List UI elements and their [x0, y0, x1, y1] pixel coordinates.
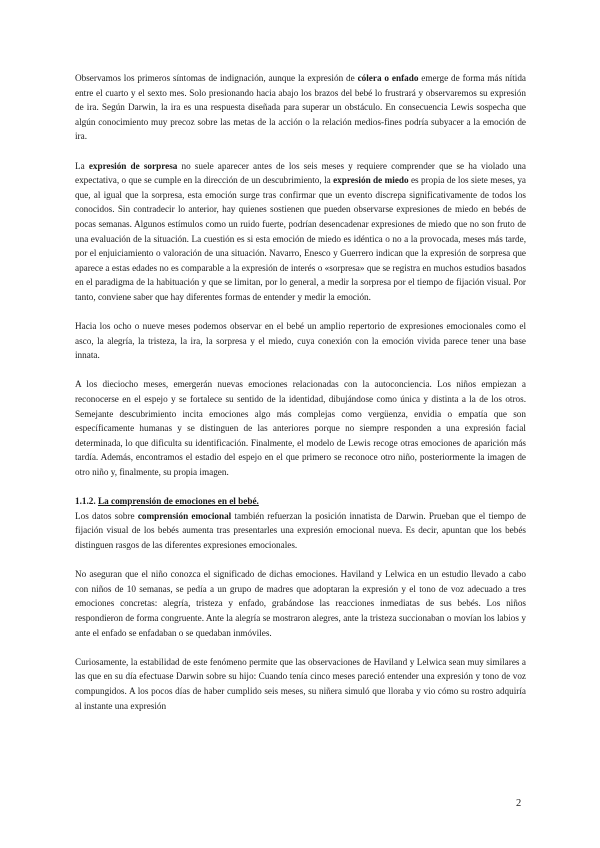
text-run: es propia de los siete meses, ya que, al igual que la sorpresa, esta emoción surge tras confirmar que un evento discrepa significativamente de todos los conocidos. Sin contradecir lo anterior, hay quienes sostienen que pueden observarse expresiones de miedo en bebés de pocas semanas. Algunos estímulos como un ruido fuerte, podrían desencadenar expresiones de miedo que no son fruto de una evaluación de la situación. La cuestión es si esta emoción de miedo es idéntica o no a la provocada, meses más tarde, por el enjuiciamiento o valoración de una situación. Navarro, Enesco y Guerrero indican que la expresión de sorpresa que aparece a estas edades no es comparable a la expresión de interés o «sorpresa» que se registra en muchos estudios basados en el paradigma de la habituación y que se limitan, por lo general, a medir la sorpresa por el tiempo de fijación visual. Por tanto, conviene saber que hay diferentes formas de entender y medir la emoción.	[75, 175, 526, 302]
text-run: No aseguran que el niño conozca el significado de dichas emociones. Haviland y Lelwica en un estudio llevado a cabo con niños de 10 semanas, se pedía a un grupo de madres que adoptaran la expresión y el tono de voz adecuado a tres emociones concretas: alegría, tristeza y enfado, grabándose las reacciones inmediatas de sus bebés. Los niños respondieron de forma congruente. Ante la alegría se mostraron alegres, ante la tristeza succionaban o movían los labios y ante el enfado se enfadaban o se quedaban inmóviles.	[75, 569, 526, 638]
text-run: Hacia los ocho o nueve meses podemos observar en el bebé un amplio repertorio de expresiones emocionales como el asco, la alegría, la tristeza, la ira, la sorpresa y el miedo, cuya conexión con la emoción vivida parece tener una base innata.	[75, 321, 526, 361]
page-body	[75, 71, 526, 713]
paragraph-p7	[75, 655, 526, 713]
paragraph-p5	[75, 509, 526, 553]
paragraph-gap	[75, 640, 526, 655]
text-run: Observamos los primeros síntomas de indignación, aunque la expresión de	[75, 73, 358, 83]
text-run: A los dieciocho meses, emergerán nuevas emociones relacionadas con la autoconciencia. Los niños empiezan a reconocerse en el espejo y se fortalece su sentido de la identidad, dibujándose como única y distinta a la de los otros. Semejante descubrimiento incita emociones algo más complejas como vergüenza, envidia o empatía que son específicamente humanas y se distinguen de las anteriores porque no siempre responden a una expresión facial determinada, lo que dificulta su identificación. Finalmente, el modelo de Lewis recoge otras emociones de aparición más tardía. Además, encontramos el estadio del espejo en el que primero se reconoce otro niño, posteriormente la imagen de otro niño y, finalmente, su propia imagen.	[75, 379, 526, 478]
paragraph-p3	[75, 319, 526, 363]
paragraph-gap	[75, 144, 526, 159]
paragraph-gap	[75, 305, 526, 320]
text-run: emerge de forma más nítida entre el cuarto y el sexto mes. Solo presionando hacia abajo los brazos del bebé lo frustrará y observaremos su expresión de ira. Según Darwin, la ira es una respuesta diseñada para superar un obstáculo. En consecuencia Lewis sospecha que algún conocimiento muy precoz sobre las metas de la acción o la relación medios-fines podría subyacer a la emoción de ira.	[75, 73, 526, 142]
paragraph-gap	[75, 553, 526, 568]
section-number: 1.1.2.	[75, 496, 96, 507]
bold-term: expresión de miedo	[333, 175, 409, 186]
text-run: también refuerzan la posición innatista de Darwin. Prueban que el tiempo de fijación visual de los bebés aumenta tras presentarles una expresión emocional nueva. Es decir, apuntan que los bebés distinguen rasgos de las diferentes expresiones emocionales.	[75, 510, 527, 550]
text-run: Los datos sobre	[75, 510, 138, 521]
text-run: La	[75, 160, 89, 171]
paragraph-p6	[75, 567, 526, 640]
paragraph-gap	[75, 480, 526, 495]
bold-term: expresión de sorpresa	[88, 160, 178, 171]
paragraph-p2	[75, 159, 526, 305]
bold-term: cólera o enfado	[357, 73, 419, 83]
section-title: La comprensión de emociones en el bebé.	[97, 496, 259, 507]
paragraph-p4	[75, 377, 526, 479]
bold-term: comprensión emocional	[137, 510, 232, 521]
paragraph-p1	[75, 71, 526, 144]
page-number: 2	[516, 798, 522, 809]
section-heading	[75, 494, 526, 509]
text-run: no suele aparecer antes de los seis meses y requiere comprender que se ha violado una expectativa, o que se cumple en la dirección de un descubrimiento, la	[75, 160, 526, 186]
text-run: Curiosamente, la estabilidad de este fenómeno permite que las observaciones de Haviland y Lelwica sean muy similares a las que en su día efectuase Darwin sobre su hijo: Cuando tenía cinco meses pareció entender una expresión y tono de voz compungidos. A los pocos días de haber cumplido seis meses, su niñera simuló que lloraba y vio cómo su rostro adquiría al instante una expresión	[75, 656, 526, 711]
paragraph-gap	[75, 363, 526, 378]
